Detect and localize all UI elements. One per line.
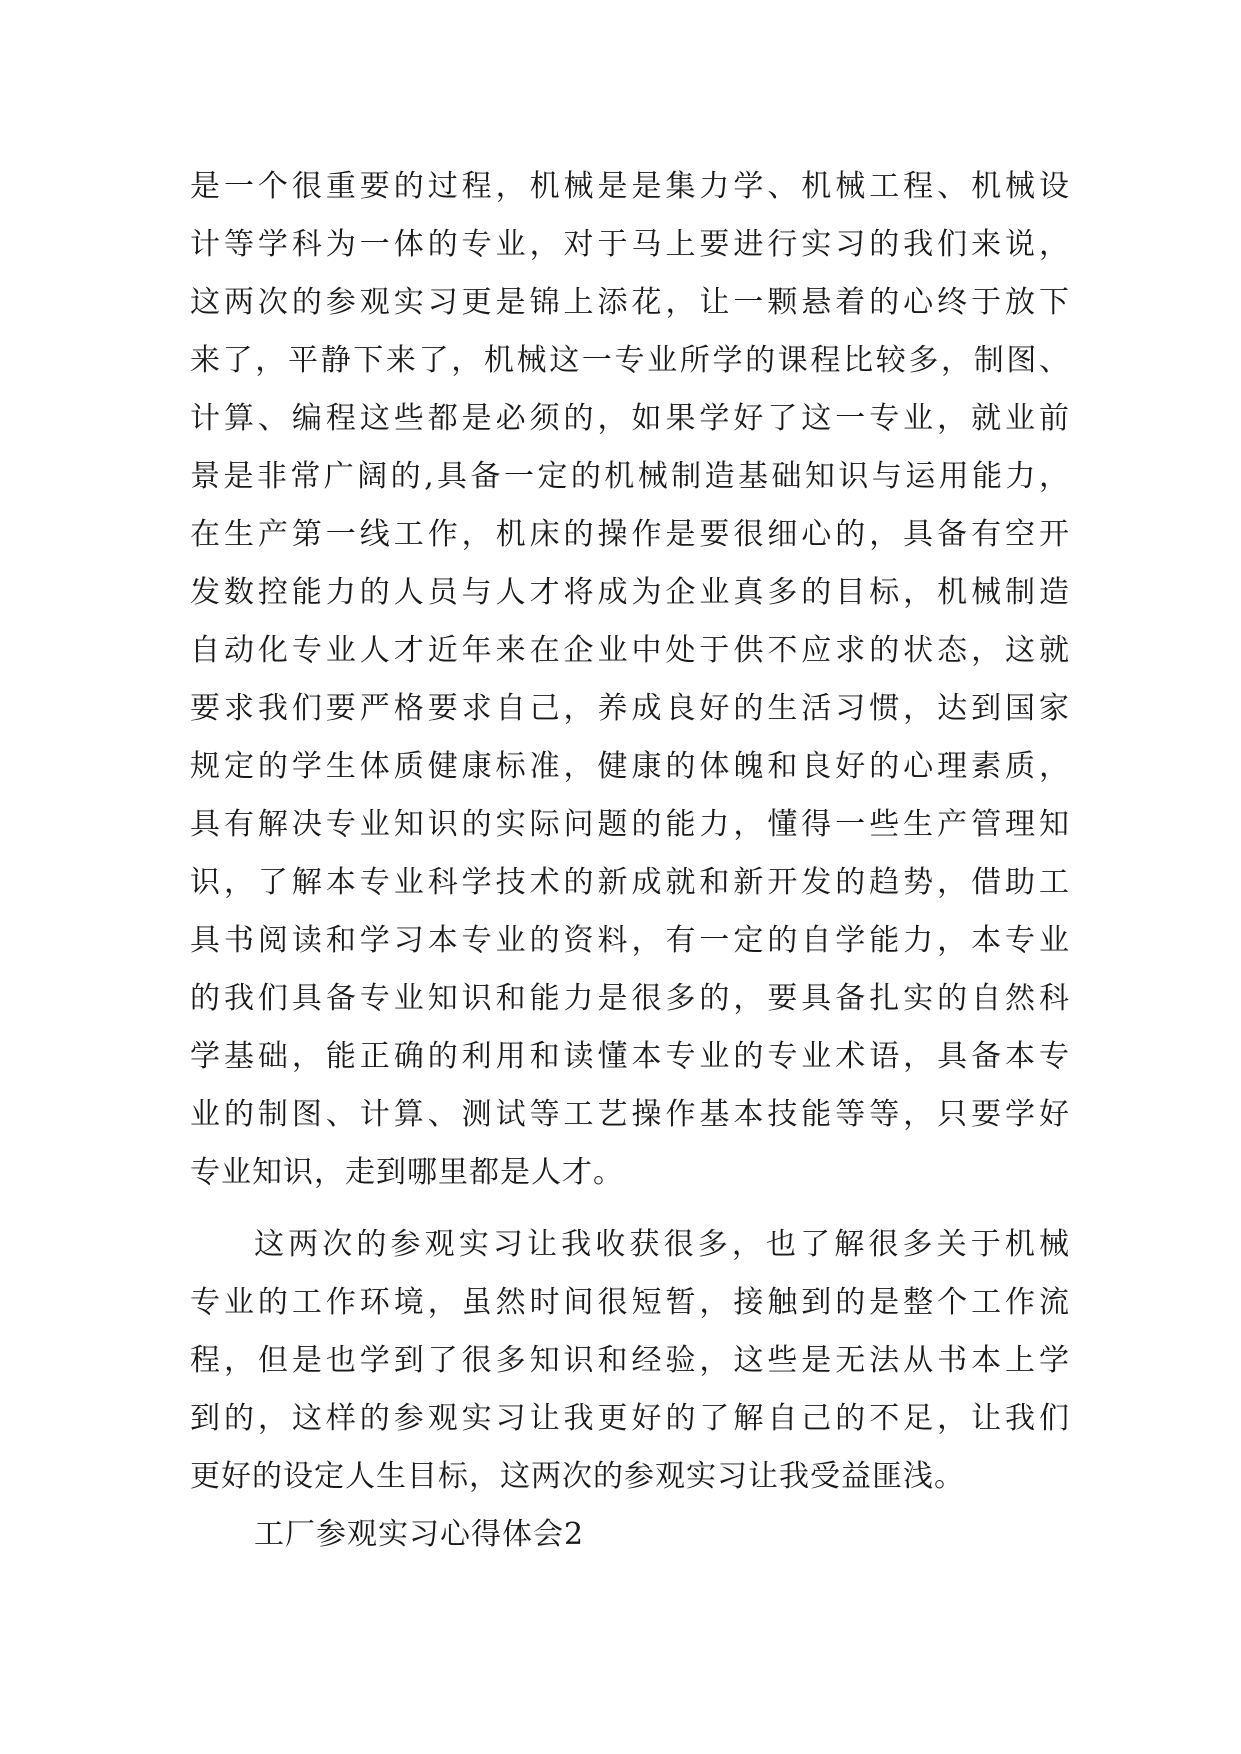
text-line: 这两次的参观实习更是锦上添花，让一颗悬着的心终于放下 [190, 285, 1070, 320]
text-line: 自动化专业人才近年来在企业中处于供不应求的状态，这就 [190, 633, 1070, 668]
body-paragraph [190, 1216, 1070, 1506]
text-line: 的我们具备专业知识和能力是很多的，要具备扎实的自然科 [190, 981, 1070, 1016]
text-line: 规定的学生体质健康标准，健康的体魄和良好的心理素质， [190, 749, 1070, 784]
text-line: 发数控能力的人员与人才将成为企业真多的目标，机械制造 [190, 575, 1070, 610]
text-line: 计等学科为一体的专业，对于马上要进行实习的我们来说， [190, 227, 1070, 262]
body-paragraph [190, 158, 1070, 1202]
text-line: 计算、编程这些都是必须的，如果学好了这一专业，就业前 [190, 401, 1070, 436]
text-line: 来了，平静下来了，机械这一专业所学的课程比较多，制图、 [190, 343, 1070, 378]
text-line: 专业的工作环境，虽然时间很短暂，接触到的是整个工作流 [190, 1285, 1070, 1320]
text-line: 更好的设定人生目标，这两次的参观实习让我受益匪浅。 [190, 1459, 965, 1494]
text-line: 在生产第一线工作，机床的操作是要很细心的，具备有空开 [190, 517, 1070, 552]
text-line: 景是非常广阔的,具备一定的机械制造基础知识与运用能力， [190, 459, 1070, 494]
text-line: 这两次的参观实习让我收获很多，也了解很多关于机械 [254, 1227, 1070, 1262]
text-line: 业的制图、计算、测试等工艺操作基本技能等等，只要学好 [190, 1097, 1070, 1132]
text-line: 程，但是也学到了很多知识和经验，这些是无法从书本上学 [190, 1343, 1070, 1378]
section-heading [190, 1506, 1070, 1564]
section-heading-text: 工厂参观实习心得体会2 [254, 1517, 585, 1552]
text-line: 识，了解本专业科学技术的新成就和新开发的趋势，借助工 [190, 865, 1070, 900]
text-line: 是一个很重要的过程，机械是是集力学、机械工程、机械设 [190, 169, 1070, 204]
text-line: 具书阅读和学习本专业的资料，有一定的自学能力，本专业 [190, 923, 1070, 958]
text-line: 具有解决专业知识的实际问题的能力，懂得一些生产管理知 [190, 807, 1070, 842]
text-line: 到的，这样的参观实习让我更好的了解自己的不足，让我们 [190, 1401, 1070, 1436]
text-line: 要求我们要严格要求自己，养成良好的生活习惯，达到国家 [190, 691, 1070, 726]
text-line: 专业知识，走到哪里都是人才。 [190, 1155, 624, 1190]
text-line: 学基础，能正确的利用和读懂本专业的专业术语，具备本专 [190, 1039, 1070, 1074]
